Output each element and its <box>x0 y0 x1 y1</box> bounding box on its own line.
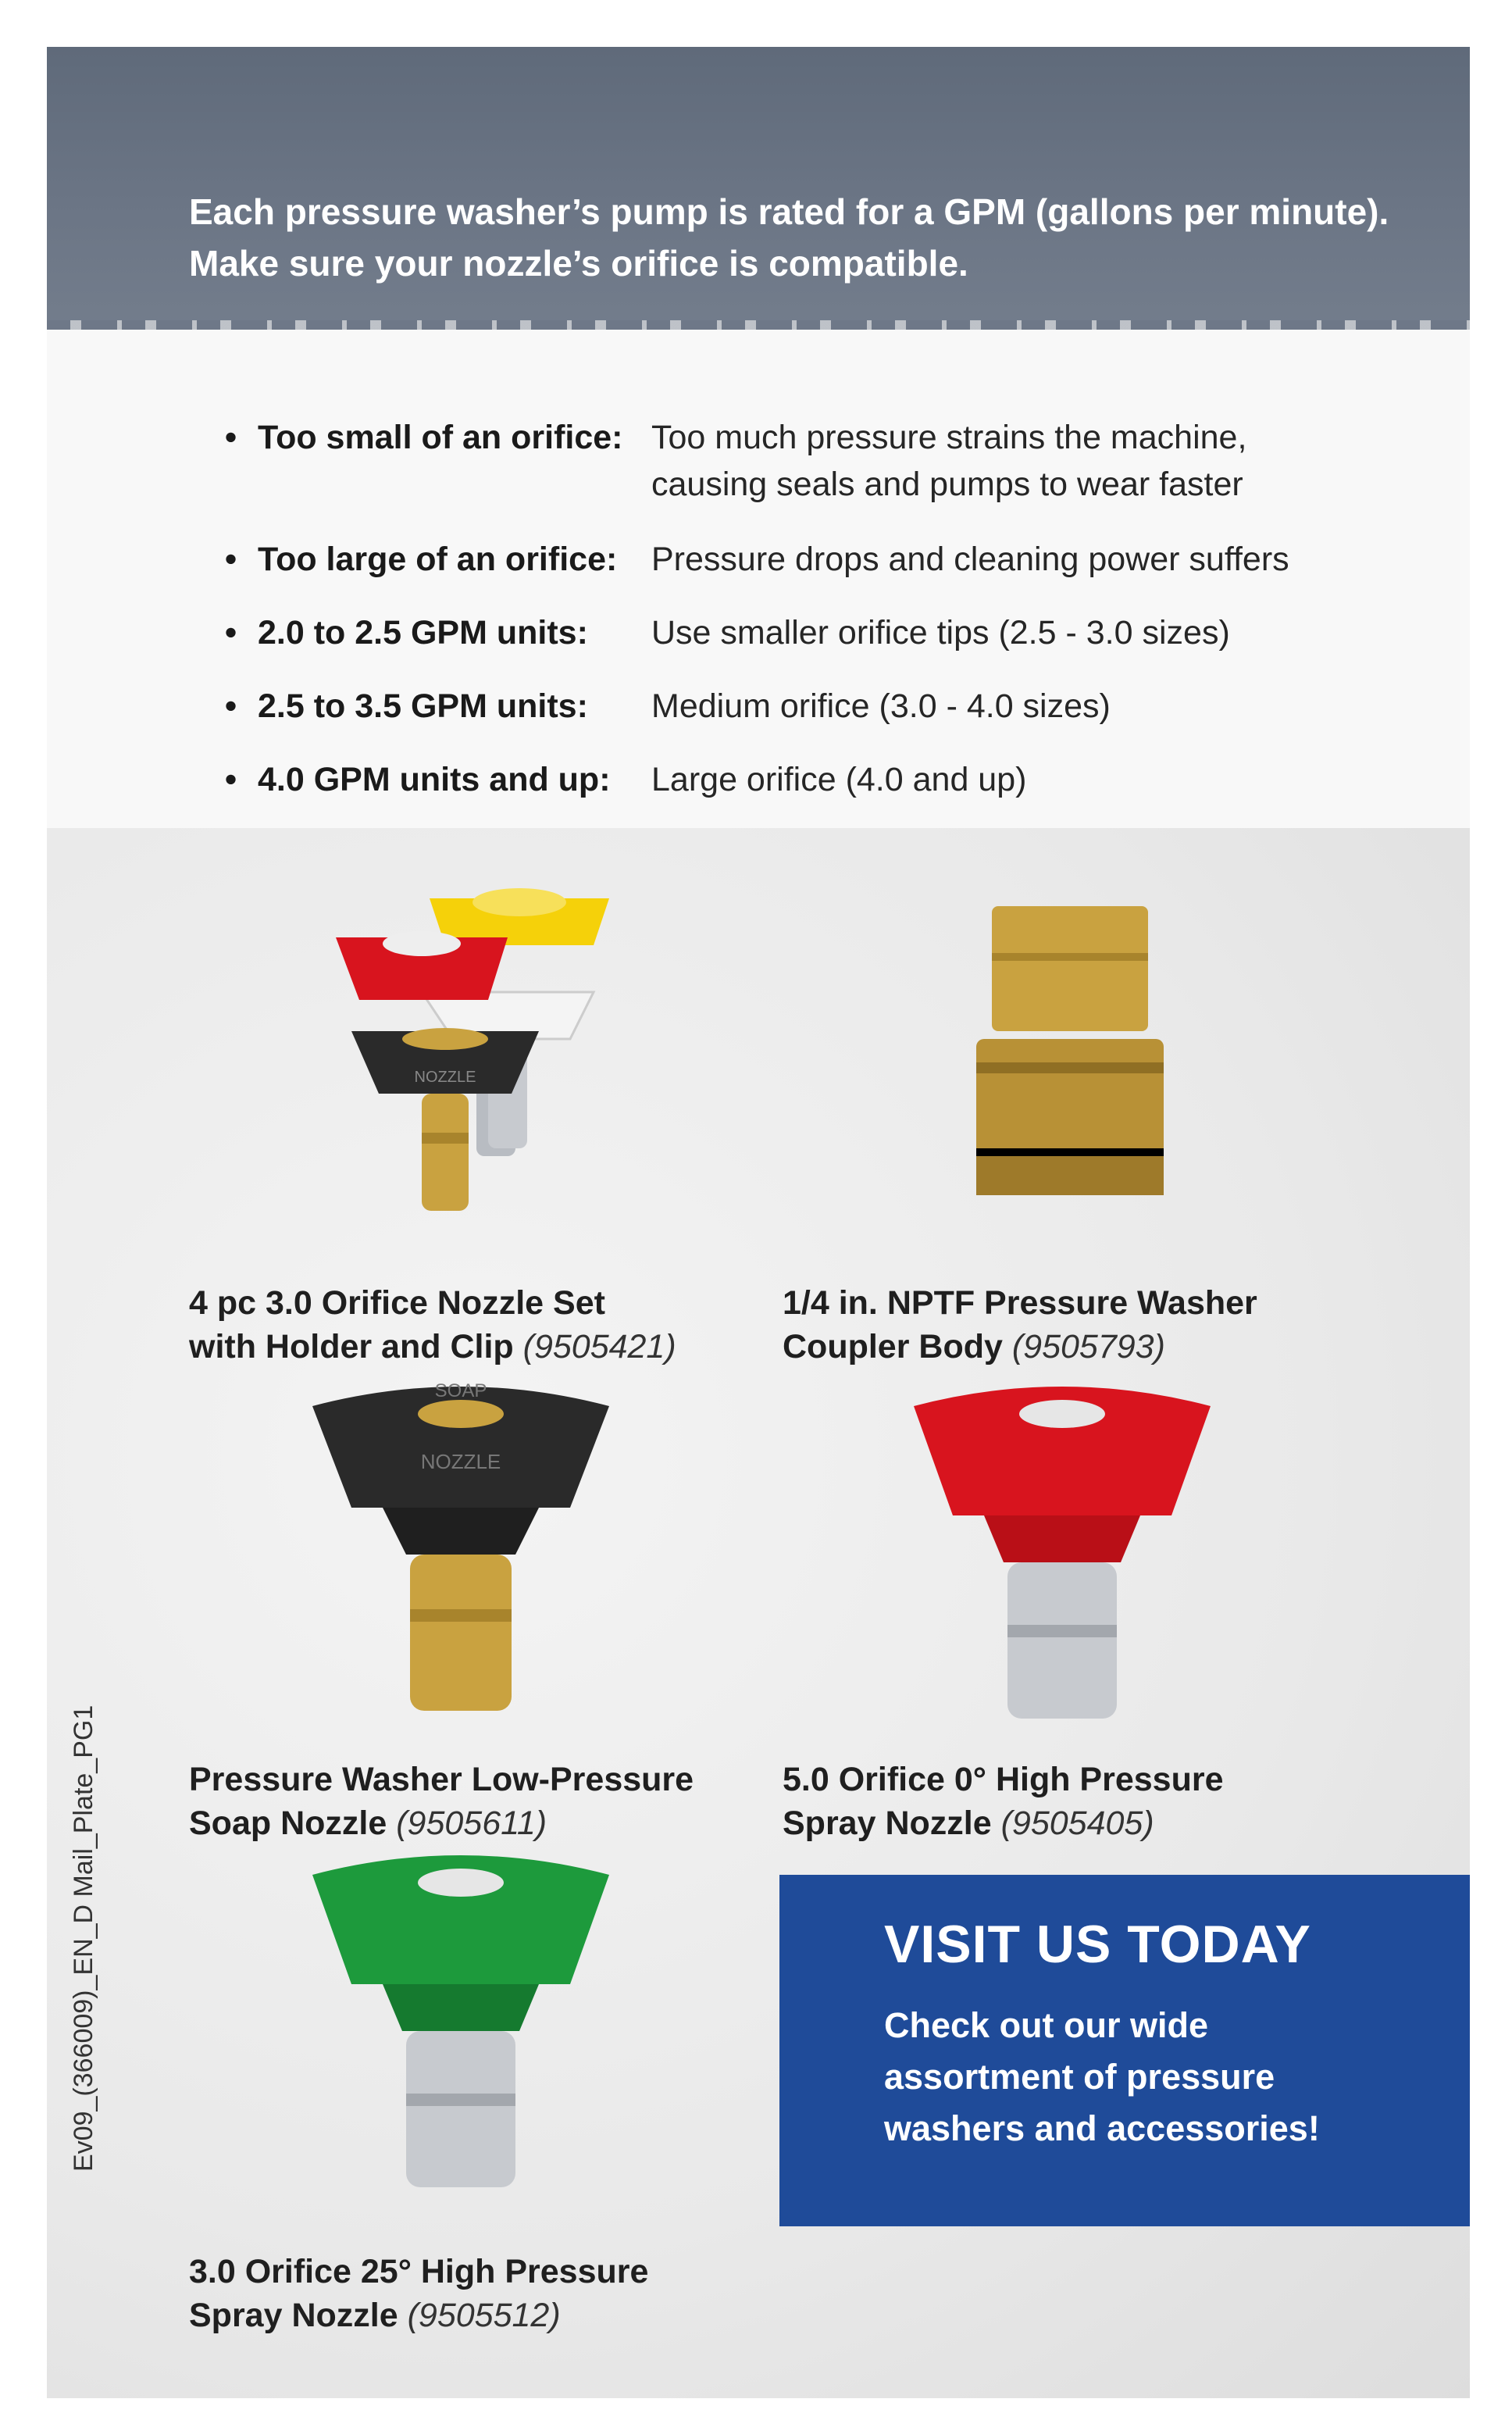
product-caption: 4 pc 3.0 Orifice Nozzle Set with Holder and Clip (9505421) <box>189 1284 676 1365</box>
steel-shank <box>1007 1562 1117 1719</box>
red-nozzle-image <box>906 1375 1218 1734</box>
bullet: • <box>225 614 237 651</box>
brass-shank <box>410 1555 512 1711</box>
svg-text:NOZZLE: NOZZLE <box>420 1450 501 1473</box>
product-sku: (9505405) <box>1000 1805 1154 1842</box>
gpm-guide <box>47 330 1470 876</box>
product-sku: (9505611) <box>396 1805 547 1842</box>
svg-text:SOAP: SOAP <box>434 1380 487 1401</box>
steel-shank <box>406 2031 515 2187</box>
flyer-page <box>47 47 1470 2398</box>
product-caption: 3.0 Orifice 25° High Pressure Spray Nozzle (9505512) <box>189 2253 649 2334</box>
product-sku: (9505512) <box>407 2297 561 2334</box>
nozzle-set-image <box>281 875 687 1250</box>
product-caption: 5.0 Orifice 0° High Pressure Spray Nozzle (9505405) <box>783 1761 1224 1842</box>
soap-nozzle-image <box>305 1375 617 1734</box>
bullet: • <box>225 687 237 725</box>
gpm-term: 2.0 to 2.5 GPM units: <box>258 614 588 651</box>
header-band <box>47 47 1470 330</box>
gpm-term: 2.5 to 3.5 GPM units: <box>258 687 588 725</box>
gpm-desc: Use smaller orifice tips (2.5 - 3.0 sizes) <box>651 614 1230 651</box>
bullet: • <box>225 761 237 798</box>
visit-title: VISIT US TODAY <box>884 1915 1311 1974</box>
coupler-image <box>968 906 1171 1219</box>
product-sku: (9505421) <box>522 1328 676 1365</box>
visit-body: Check out our wide assortment of pressure washers and accessories! <box>884 2005 1320 2148</box>
brass-shank <box>422 1094 469 1211</box>
header-line-2: Make sure your nozzle’s orifice is compatible. <box>189 243 968 284</box>
product-caption: 1/4 in. NPTF Pressure Washer Coupler Body (9505793) <box>783 1284 1257 1365</box>
visit-us-banner <box>779 1875 1470 2226</box>
header-line-1: Each pressure washer’s pump is rated for a GPM (gallons per minute). <box>189 191 1389 232</box>
print-code: Ev09_(366009)_EN_D Mail_Plate_PG1 <box>69 1705 98 2172</box>
svg-text:NOZZLE: NOZZLE <box>414 1069 476 1086</box>
bullet: • <box>225 541 237 578</box>
gpm-term: Too large of an orifice: <box>258 541 618 578</box>
green-nozzle-image <box>305 1844 617 2203</box>
gpm-desc: Large orifice (4.0 and up) <box>651 761 1027 798</box>
gpm-term: Too small of an orifice: <box>258 419 623 456</box>
gpm-desc: Medium orifice (3.0 - 4.0 sizes) <box>651 687 1111 725</box>
header-text <box>189 186 1407 289</box>
gpm-desc: Pressure drops and cleaning power suffers <box>651 541 1289 578</box>
coupler-hex <box>992 906 1148 1031</box>
product-caption: Pressure Washer Low-Pressure Soap Nozzle (9505611) <box>189 1761 694 1842</box>
gpm-desc: Too much pressure strains the machine, causing seals and pumps to wear faster <box>651 419 1247 503</box>
product-sku: (9505793) <box>1011 1328 1165 1365</box>
gpm-term: 4.0 GPM units and up: <box>258 761 611 798</box>
bullet: • <box>225 419 237 456</box>
